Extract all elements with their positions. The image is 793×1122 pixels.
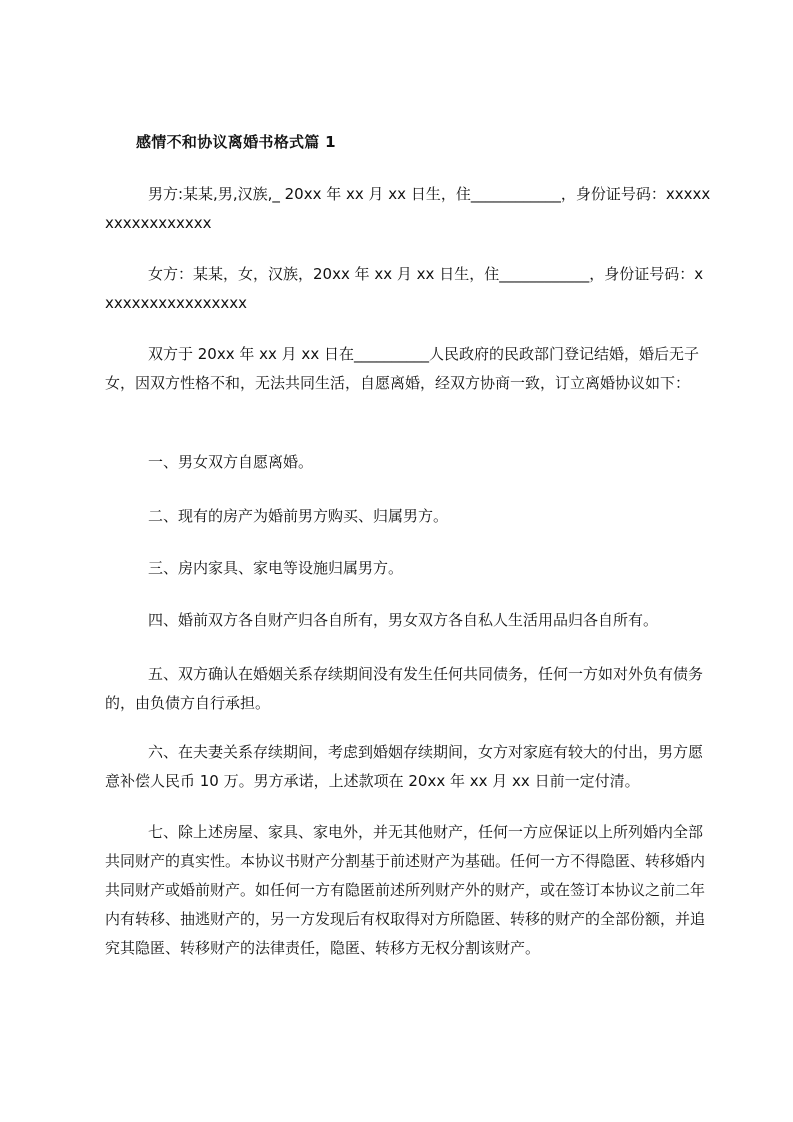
clause-3: 三、房内家具、家电等设施归属男方。	[148, 559, 404, 577]
clause-6: 六、在夫妻关系存续期间，考虑到婚姻存续期间，女方对家庭有较大的付出，男方愿意补偿人民币 10 万。男方承诺，上述款项在 20xx 年 xx 月 xx 日前一定付清。	[105, 743, 704, 790]
paragraph-male-party: 男方:某某,男,汉族,_ 20xx 年 xx 月 xx 日生，住____________，身份证号码：xxxxxxxxxxxxxxxxx	[105, 185, 711, 232]
document-title: 感情不和协议离婚书格式篇 1	[136, 133, 336, 151]
clause-7: 七、除上述房屋、家具、家电外，并无其他财产，任何一方应保证以上所列婚内全部共同财产的真实性。本协议书财产分割基于前述财产为基础。任何一方不得隐匿、转移婚内共同财产或婚前财产。如任何一方有隐匿前述所列财产外的财产，或在签订本协议之前二年内有转移、抽逃财产的，另一方发现后有权取得对方所隐匿、转移的财产的全部份额，并追究其隐匿、转移财产的法律责任，隐匿、转移方无权分割该财产。	[105, 823, 706, 957]
clause-5: 五、双方确认在婚姻关系存续期间没有发生任何共同债务，任何一方如对外负有债务的，由负债方自行承担。	[105, 665, 704, 712]
clause-4: 四、婚前双方各自财产归各自所有，男女双方各自私人生活用品归各自所有。	[148, 611, 659, 629]
clause-1: 一、男女双方自愿离婚。	[148, 453, 314, 471]
paragraph-female-party: 女方：某某，女，汉族，20xx 年 xx 月 xx 日生，住____________，身份证号码：xxxxxxxxxxxxxxxxx	[105, 265, 704, 312]
clause-2: 二、现有的房产为婚前男方购买、归属男方。	[148, 507, 449, 525]
paragraph-marriage-registration: 双方于 20xx 年 xx 月 xx 日在__________人民政府的民政部门登记结婚，婚后无子女，因双方性格不和，无法共同生活，自愿离婚，经双方协商一致，订立离婚协议如下：	[105, 345, 699, 392]
